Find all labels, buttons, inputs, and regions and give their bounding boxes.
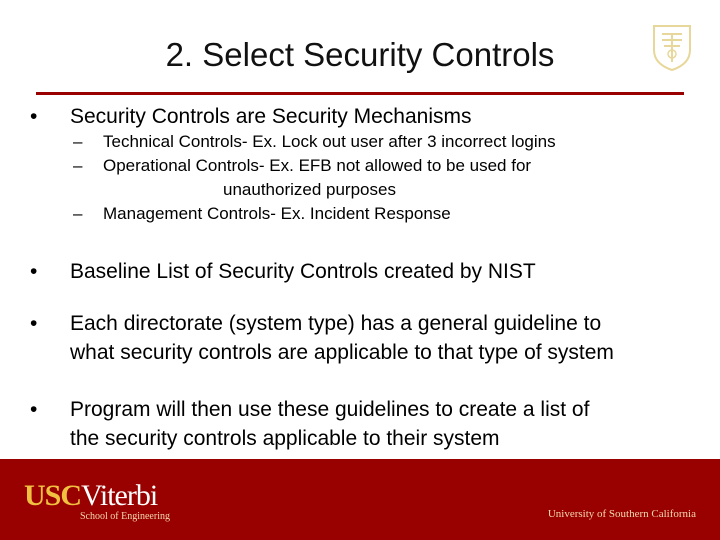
bullet-text: Security Controls are Security Mechanisms xyxy=(70,105,472,128)
bullet-text-line: the security controls applicable to their system xyxy=(70,427,500,450)
usc-seal-icon xyxy=(650,22,694,72)
logo-viterbi-text: Viterbi xyxy=(81,479,158,512)
sub-item-continuation: unauthorized purposes xyxy=(223,180,396,199)
bullet-text: Baseline List of Security Controls created by NIST xyxy=(70,260,536,283)
dash-glyph: – xyxy=(73,132,83,151)
logo-usc-text: USC xyxy=(24,479,82,512)
bullet-glyph: • xyxy=(30,398,38,421)
sub-item-text: Operational Controls- Ex. EFB not allowed to be used for xyxy=(103,156,532,175)
bullet-glyph: • xyxy=(30,105,38,128)
sub-item-text: Technical Controls- Ex. Lock out user after 3 incorrect logins xyxy=(103,132,556,151)
bullet-text-line: Each directorate (system type) has a general guideline to xyxy=(70,312,602,335)
dash-glyph: – xyxy=(73,204,83,223)
usc-viterbi-logo xyxy=(24,479,157,513)
footer-bar xyxy=(0,459,720,540)
bullet-glyph: • xyxy=(30,260,38,283)
bullet-text-line: Program will then use these guidelines to create a list of xyxy=(70,398,590,421)
bullet-glyph: • xyxy=(30,312,38,335)
title-divider xyxy=(36,92,684,95)
school-name: School of Engineering xyxy=(80,511,170,522)
university-name: University of Southern California xyxy=(547,508,696,520)
dash-glyph: – xyxy=(73,156,83,175)
slide-title: 2. Select Security Controls xyxy=(165,36,555,73)
sub-item-text: Management Controls- Ex. Incident Response xyxy=(103,204,451,223)
bullet-text-line: what security controls are applicable to that type of system xyxy=(70,341,614,364)
